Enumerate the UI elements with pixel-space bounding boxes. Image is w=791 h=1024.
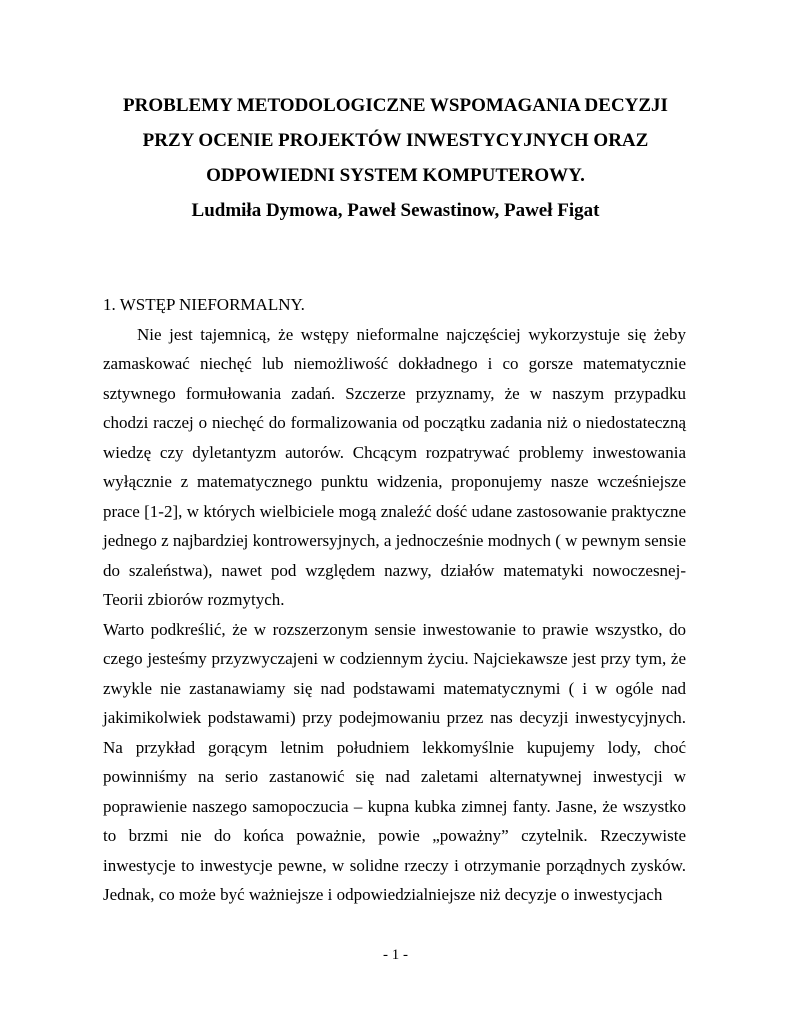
body-text	[103, 290, 686, 910]
page-number: - 1 -	[383, 947, 408, 963]
title-block	[0, 88, 791, 228]
title-line-1: PROBLEMY METODOLOGICZNE WSPOMAGANIA DECYZJI	[123, 95, 668, 116]
paragraph-2: Warto podkreślić, że w rozszerzonym sensie inwestowanie to prawie wszystko, do czego jesteśmy przyzwyczajeni w codziennym życiu. Najciekawsze jest przy tym, że zwykle nie zastanawiamy się nad podstawami matematycznymi ( i w ogóle nad jakimikolwiek podstawami) przy podejmowaniu przez nas decyzji inwestycyjnych. Na przykład gorącym letnim południem lekkomyślnie kupujemy lody, choć powinniśmy na serio zastanowić się nad zaletami alternatywnej inwestycji w poprawienie naszego samopoczucia – kupna kubka zimnej fanty. Jasne, że wszystko to brzmi nie do końca poważnie, powie „poważny” czytelnik. Rzeczywiste inwestycje to inwestycje pewne, w solidne rzeczy i otrzymanie porządnych zysków. Jednak, co może być ważniejsze i odpowiedzialniejsze niż decyzje o inwestycjach	[103, 619, 686, 904]
title-line-2: PRZY OCENIE PROJEKTÓW INWESTYCYJNYCH ORAZ	[142, 130, 649, 151]
title-line-3: ODPOWIEDNI SYSTEM KOMPUTEROWY.	[206, 165, 585, 186]
authors: Ludmiła Dymowa, Paweł Sewastinow, Paweł Figat	[191, 200, 600, 221]
paragraph-1: Nie jest tajemnicą, że wstępy nieformalne najczęściej wykorzystuje się żeby zamaskować niechęć lub niemożliwość dokładnego i co gorsze matematycznie sztywnego formułowania zadań. Szczerze przyznamy, że w naszym przypadku chodzi raczej o niechęć do formalizowania od początku zadania niż o niedostateczną wiedzę czy dyletantyzm autorów. Chcącym rozpatrywać problemy inwestowania wyłącznie z matematycznego punktu widzenia, proponujemy nasze wcześniejsze prace [1-2], w których wielbiciele mogą znaleźć dość udane zastosowanie praktyczne jednego z najbardziej kontrowersyjnych, a jednocześnie modnych ( w pewnym sensie do szaleństwa), nawet pod względem nazwy, działów matematyki nowoczesnej-Teorii zbiorów rozmytych.	[103, 324, 687, 609]
section-heading: 1. WSTĘP NIEFORMALNY.	[103, 295, 305, 314]
